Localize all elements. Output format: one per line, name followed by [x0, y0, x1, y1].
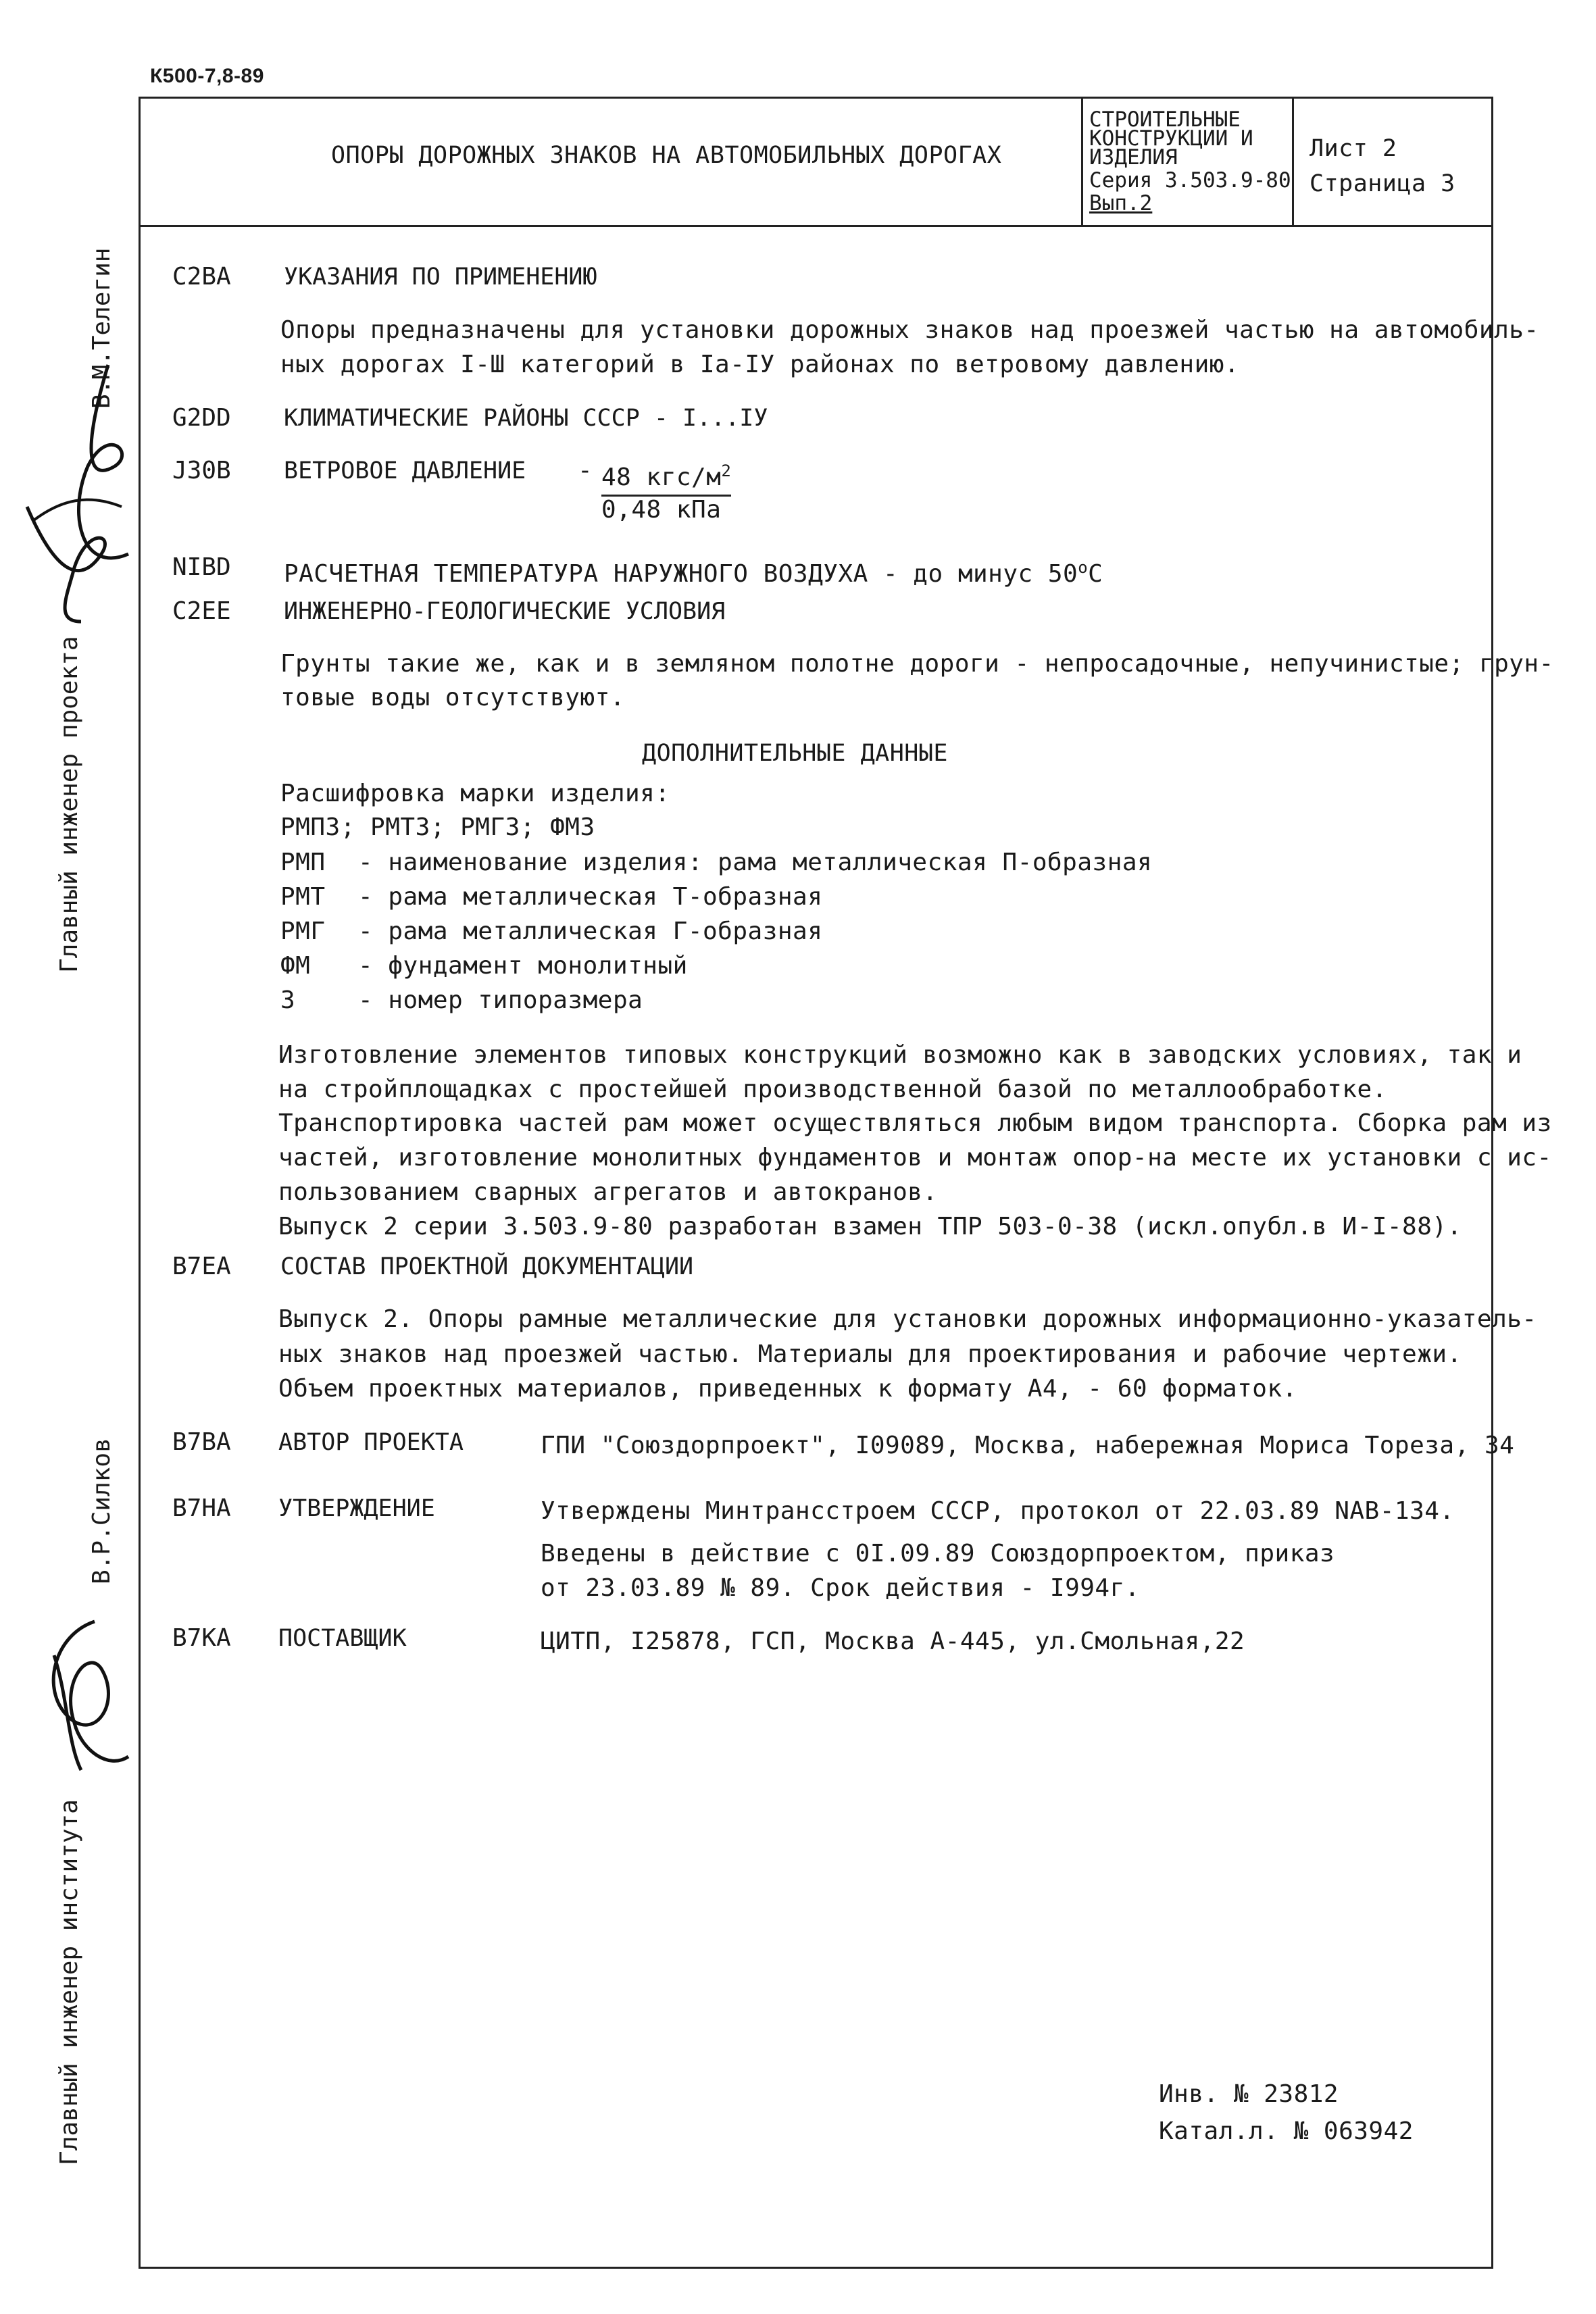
heading-approval: УТВЕРЖДЕНИЕ [278, 1495, 435, 1522]
temperature-text: РАСЧЕТНАЯ ТЕМПЕРАТУРА НАРУЖНОГО ВОЗДУХА - до минус 50 [284, 560, 1078, 588]
page-number: Страница 3 [1310, 170, 1455, 197]
additional-line-6: Выпуск 2 серии 3.503.9-80 разработан взамен ТПР 503-0-38 (искл.опубл.в И-I-88). [278, 1213, 1462, 1240]
signature-telegin [7, 351, 142, 635]
geology-line-1: Грунты такие же, как и в земляном полотне дороги - непросадочные, непучинистые; грун- [280, 650, 1554, 678]
heading-climate: КЛИМАТИЧЕСКИЕ РАЙОНЫ СССР - I...IУ [284, 405, 768, 432]
author-text: ГПИ "Союздорпроект", I09089, Москва, набережная Мориса Тореза, 34 [541, 1432, 1515, 1459]
legend-key: РМТ [280, 883, 326, 911]
wind-value-text: 48 кгс/м [601, 463, 722, 491]
code-approval: B7HA [172, 1494, 231, 1522]
code-supplier: B7KA [172, 1624, 231, 1652]
legend-value: - наименование изделия: рама металлическая П-образная [358, 849, 1153, 876]
legend-key: РМП [280, 849, 326, 876]
section-block [1089, 107, 1291, 216]
code-author: B7BA [172, 1428, 231, 1456]
heading-supplier: ПОСТАВЩИК [278, 1625, 407, 1652]
heading-documentation: СОСТАВ ПРОЕКТНОЙ ДОКУМЕНТАЦИИ [280, 1253, 694, 1280]
wind-value-kpa: 0,48 кПа [601, 496, 722, 524]
heading-author: АВТОР ПРОЕКТА [278, 1429, 464, 1456]
document-title: ОПОРЫ ДОРОЖНЫХ ЗНАКОВ НА АВТОМОБИЛЬНЫХ ДОРОГАХ [331, 142, 1002, 169]
inventory-number: Инв. № 23812 [1159, 2080, 1339, 2108]
header-divider-2 [1292, 97, 1294, 226]
legend-value: - рама металлическая Г-образная [358, 917, 823, 945]
legend-key: РМГ [280, 917, 326, 945]
series-code: К500-7,8-89 [150, 65, 264, 87]
application-line-2: ных дорогах I-Ш категорий в Iа-IУ районах по ветровому давлению. [280, 351, 1240, 378]
wind-dash: - [578, 457, 593, 484]
chief-engineer-project-label: Главный инженер проекта [55, 636, 83, 973]
additional-line-5: пользованием сварных агрегатов и автокранов. [278, 1178, 938, 1206]
approval-line-2: Введены в действие с 0I.09.89 Союздорпроектом, приказ [541, 1540, 1335, 1567]
header-bottom-line [139, 225, 1493, 227]
application-line-1: Опоры предназначены для установки дорожных знаков над проезжей частью на автомобиль- [280, 316, 1539, 344]
geology-line-2: товые воды отсутствуют. [280, 684, 625, 711]
code-application: C2BA [172, 263, 231, 291]
degree-sign: о [1078, 558, 1089, 577]
marking-intro: Расшифровка марки изделия: [280, 780, 670, 807]
additional-line-3: Транспортировка частей рам может осуществляться любым видом транспорта. Сборка рам из [278, 1109, 1552, 1137]
code-wind: J30B [172, 457, 231, 484]
heading-additional: ДОПОЛНИТЕЛЬНЫЕ ДАННЫЕ [642, 740, 949, 767]
legend-value: - фундамент монолитный [358, 952, 688, 980]
issue-number: Вып.2 [1089, 191, 1153, 216]
series-number: Серия 3.503.9-80 [1089, 168, 1291, 193]
additional-line-2: на стройплощадках с простейшей производственной базой по металлообработке. [278, 1076, 1387, 1103]
marking-codes: РМП3; РМТ3; РМГ3; ФМ3 [280, 813, 595, 841]
temperature-unit: С [1088, 560, 1103, 588]
code-temperature: NIBD [172, 553, 231, 581]
wind-value-kgf [601, 454, 731, 497]
heading-wind: ВЕТРОВОЕ ДАВЛЕНИЕ [284, 457, 526, 484]
heading-application: УКАЗАНИЯ ПО ПРИМЕНЕНИЮ [284, 263, 597, 291]
chief-engineer-project-name: В.М.Телегин [88, 247, 116, 409]
sheet-number: Лист 2 [1310, 135, 1397, 162]
legend-value: - рама металлическая Т-образная [358, 883, 823, 911]
legend-key: 3 [280, 986, 296, 1014]
chief-engineer-institute-label: Главный инженер института [55, 1799, 83, 2165]
section-line: КОНСТРУКЦИИ И [1089, 126, 1253, 151]
code-climate: G2DD [172, 404, 231, 432]
signature-silkov [14, 1594, 142, 1797]
documentation-line-3: Объем проектных материалов, приведенных к формату А4, - 60 форматок. [278, 1375, 1297, 1403]
documentation-line-1: Выпуск 2. Опоры рамные металлические для установки дорожных информационно-указатель- [278, 1305, 1537, 1333]
code-geology: C2EE [172, 597, 231, 625]
heading-temperature [284, 551, 1103, 591]
documentation-line-2: ных знаков над проезжей частью. Материалы для проектирования и рабочие чертежи. [278, 1340, 1462, 1368]
legend-value: - номер типоразмера [358, 986, 643, 1014]
additional-line-4: частей, изготовление монолитных фундаментов и монтаж опор-на месте их установки с ис- [278, 1144, 1552, 1172]
chief-engineer-institute-name: В.Р.Силков [88, 1438, 116, 1584]
supplier-text: ЦИТП, I25878, ГСП, Москва А-445, ул.Смольная,22 [541, 1628, 1245, 1655]
heading-geology: ИНЖЕНЕРНО-ГЕОЛОГИЧЕСКИЕ УСЛОВИЯ [284, 598, 726, 625]
header-divider-1 [1081, 97, 1083, 226]
catalog-number: Катал.л. № 063942 [1159, 2117, 1414, 2145]
section-line: ИЗДЕЛИЯ [1089, 145, 1178, 170]
approval-line-3: от 23.03.89 № 89. Срок действия - I994г. [541, 1574, 1140, 1602]
section-line: СТРОИТЕЛЬНЫЕ [1089, 107, 1241, 132]
wind-value-sup: 2 [721, 461, 732, 480]
code-documentation: B7EA [172, 1253, 231, 1280]
legend-key: ФМ [280, 952, 311, 980]
additional-line-1: Изготовление элементов типовых конструкций возможно как в заводских условиях, так и [278, 1041, 1522, 1069]
approval-line-1: Утверждены Минтрансстроем СССР, протокол от 22.03.89 NАВ-134. [541, 1497, 1455, 1525]
